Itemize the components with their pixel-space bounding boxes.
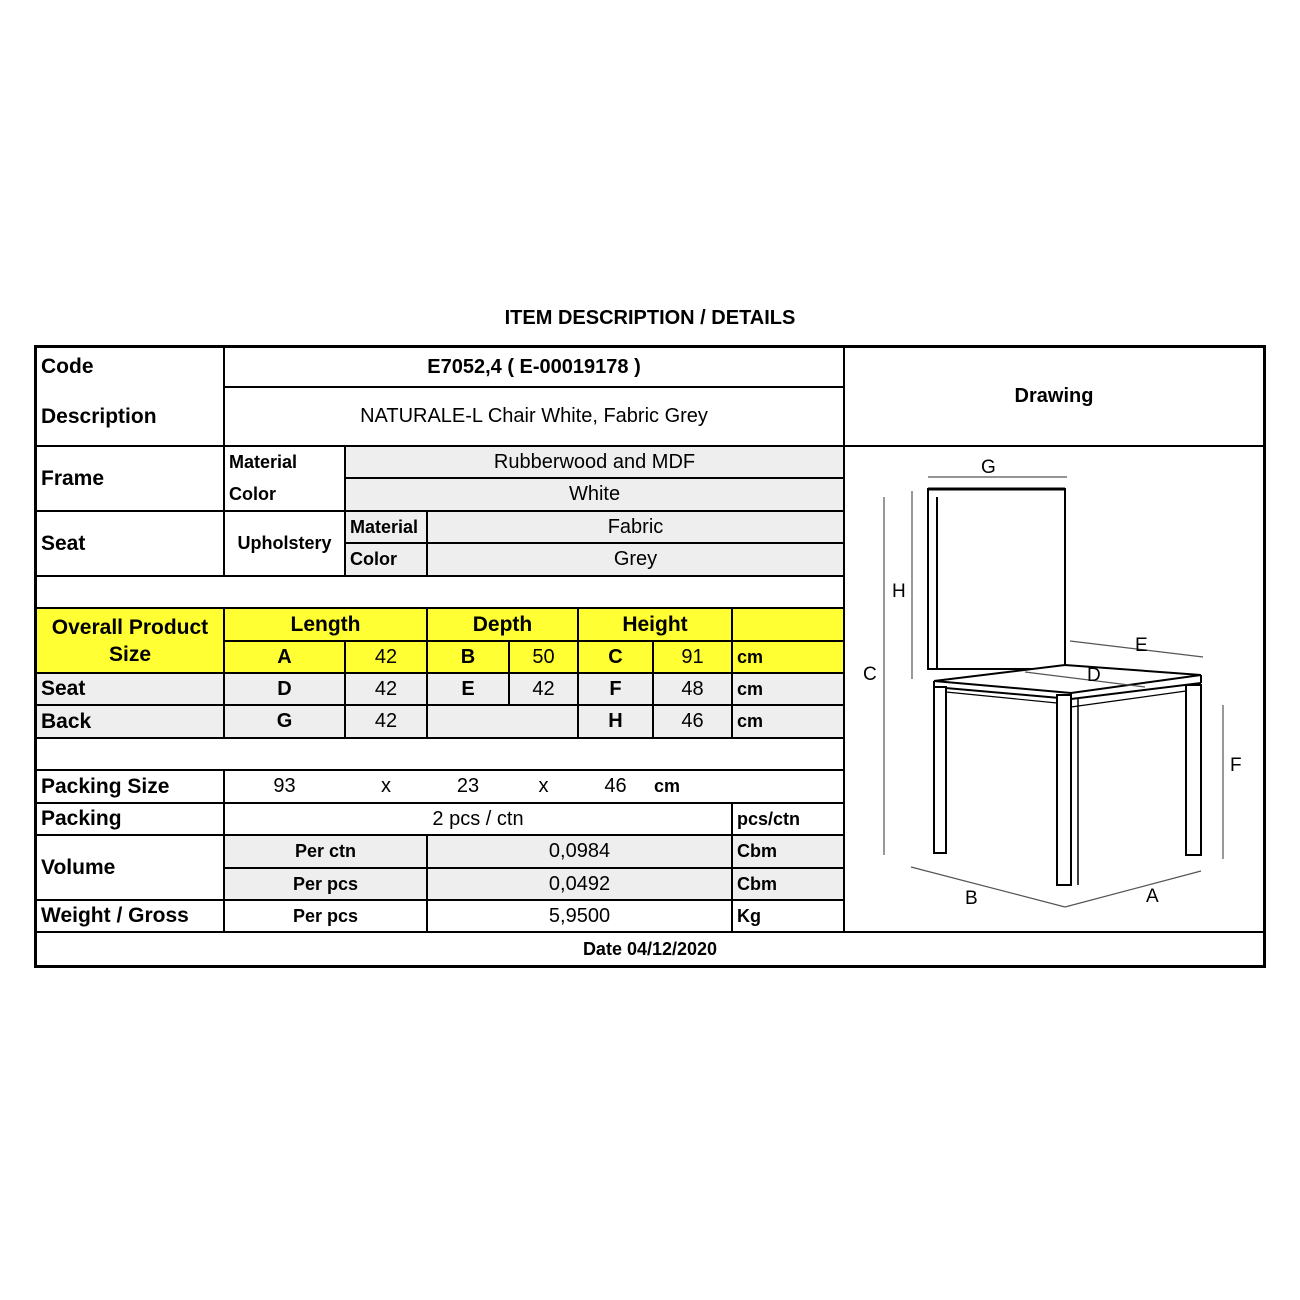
weight-unit: Kg xyxy=(737,905,761,926)
date-footer: Date 04/12/2020 xyxy=(582,938,718,959)
packing-unit: pcs/ctn xyxy=(737,808,801,829)
frame-material-label: Material xyxy=(229,451,298,472)
frame-color-label: Color xyxy=(229,484,276,504)
weight-value: 5,9500 xyxy=(548,904,611,927)
label-h: H xyxy=(892,581,906,602)
back-size-label: Back xyxy=(41,709,92,733)
seat-size-label: Seat xyxy=(41,677,86,700)
seat-upholstery-label: Upholstery xyxy=(237,533,332,553)
weight-label: Weight / Gross xyxy=(41,904,189,927)
length-header: Length xyxy=(290,612,361,636)
frame-color-value: White xyxy=(568,483,621,505)
description-value: NATURALE-L Chair White, Fabric Grey xyxy=(360,405,708,427)
packing-height: 46 xyxy=(604,775,627,797)
drawing-header: Drawing xyxy=(1014,385,1094,407)
f-letter: F xyxy=(609,677,622,700)
depth-header: Depth xyxy=(472,612,533,636)
h-value: 46 xyxy=(681,710,704,732)
spec-table xyxy=(34,345,1266,968)
weight-per-label: Per pcs xyxy=(292,905,359,926)
g-letter: G xyxy=(276,710,293,732)
e-value: 42 xyxy=(532,677,555,700)
overall-size-label xyxy=(37,609,223,672)
a-letter: A xyxy=(277,645,292,668)
overall-size-label-line2: Size xyxy=(108,642,152,666)
overall-size-label-line1: Overall Product xyxy=(51,615,209,639)
label-f: F xyxy=(1230,755,1242,776)
packing-width: 23 xyxy=(456,775,480,797)
description-label: Description xyxy=(41,404,157,428)
packing-value: 2 pcs / ctn xyxy=(432,807,524,830)
seat-color-value: Grey xyxy=(613,548,658,570)
volume-per-ctn-unit: Cbm xyxy=(737,841,777,861)
a-value: 42 xyxy=(374,645,398,668)
height-header: Height xyxy=(622,612,688,636)
label-e: E xyxy=(1135,635,1148,656)
g-value: 42 xyxy=(374,710,398,732)
back-size-unit: cm xyxy=(737,711,764,731)
seat-material-value: Fabric xyxy=(607,515,664,538)
volume-per-pcs-value: 0,0492 xyxy=(548,872,611,895)
d-value: 42 xyxy=(374,677,398,700)
d-letter: D xyxy=(277,677,292,700)
overall-unit: cm xyxy=(737,646,764,667)
e-letter: E xyxy=(461,677,475,700)
seat-label: Seat xyxy=(41,531,86,555)
b-value: 50 xyxy=(532,645,555,668)
f-value: 48 xyxy=(681,677,704,700)
packing-x2: x xyxy=(538,775,549,797)
code-label: Code xyxy=(41,355,94,378)
seat-size-unit: cm xyxy=(737,678,764,699)
label-d: D xyxy=(1087,665,1101,686)
h-letter: H xyxy=(608,710,623,732)
b-letter: B xyxy=(460,645,476,668)
c-letter: C xyxy=(608,645,623,668)
packing-label: Packing xyxy=(41,807,122,830)
volume-per-pcs-unit: Cbm xyxy=(737,873,777,894)
seat-material-label: Material xyxy=(350,516,419,537)
volume-per-ctn-label: Per ctn xyxy=(294,841,357,861)
volume-per-pcs-label: Per pcs xyxy=(292,873,359,894)
chair-drawing xyxy=(845,447,1263,931)
frame-label: Frame xyxy=(41,466,105,490)
volume-per-ctn-value: 0,0984 xyxy=(548,840,611,862)
label-a: A xyxy=(1146,886,1159,907)
volume-label: Volume xyxy=(41,855,116,879)
frame-material-value: Rubberwood and MDF xyxy=(493,450,696,473)
packing-length: 93 xyxy=(273,775,296,797)
label-b: B xyxy=(965,888,978,909)
c-value: 91 xyxy=(681,645,704,668)
packing-x1: x xyxy=(381,775,391,797)
label-g: G xyxy=(981,457,996,478)
seat-color-label: Color xyxy=(350,549,397,569)
code-value: E7052,4 ( E-00019178 ) xyxy=(427,355,641,378)
document-title: ITEM DESCRIPTION / DETAILS xyxy=(504,307,796,329)
packing-size-label: Packing Size xyxy=(41,774,170,798)
label-c: C xyxy=(863,664,877,685)
packing-size-unit: cm xyxy=(653,776,680,796)
